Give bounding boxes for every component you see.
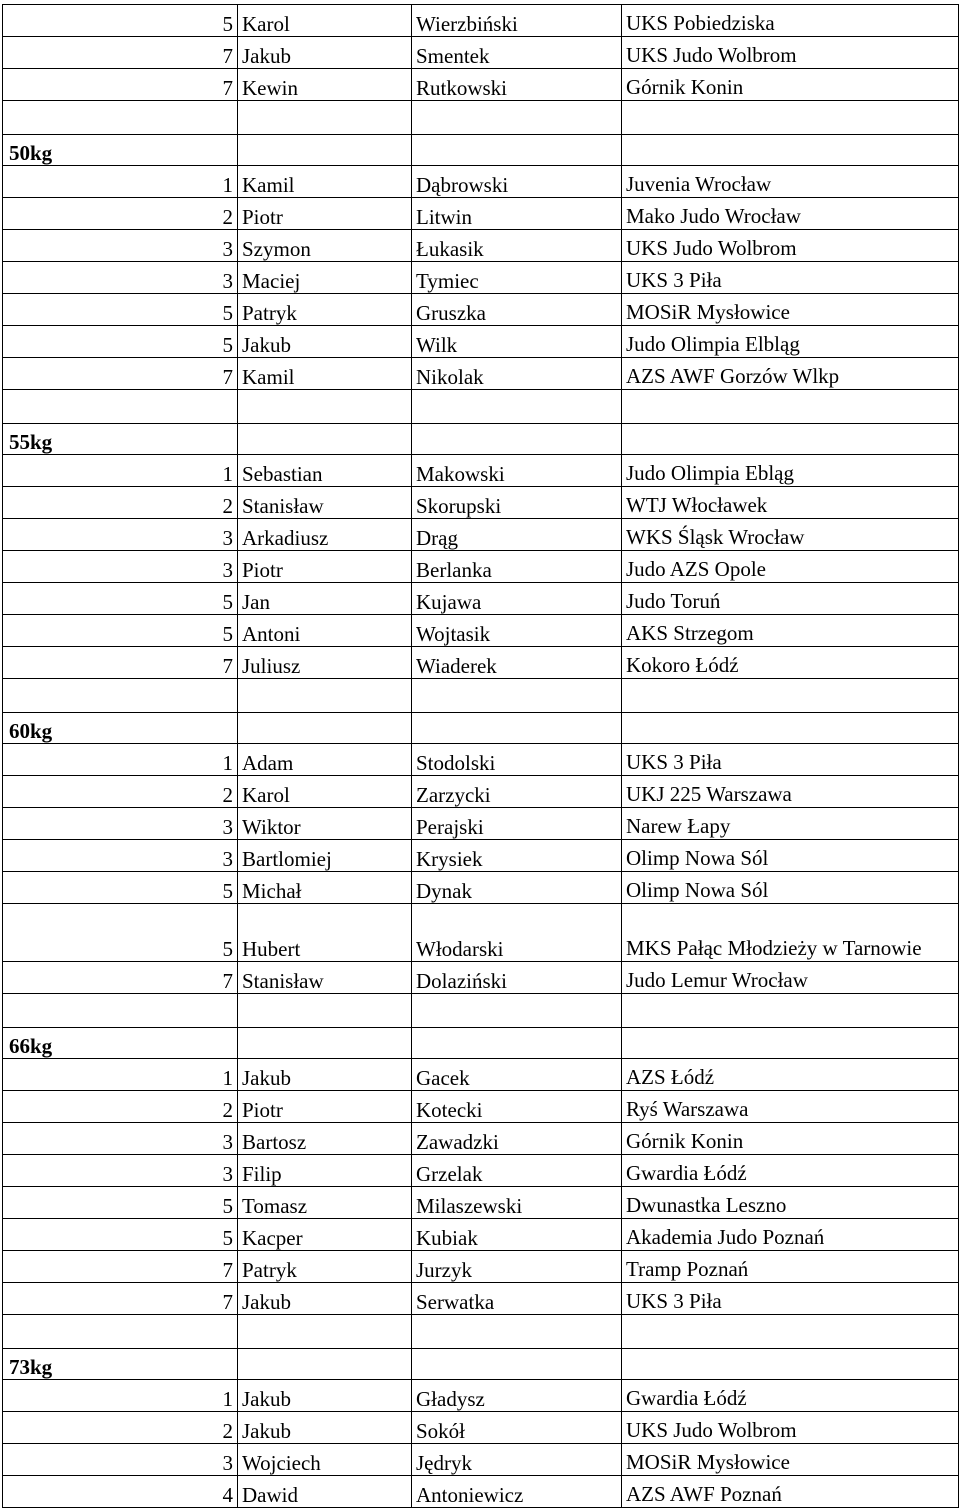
weight-category-label: 50kg [3, 135, 238, 166]
empty-cell [412, 1028, 622, 1059]
last-name-cell: Kotecki [412, 1091, 622, 1123]
place-cell: 7 [3, 358, 238, 390]
weight-category-label: 55kg [3, 424, 238, 455]
place-cell: 1 [3, 1380, 238, 1412]
club-cell: Akademia Judo Poznań [622, 1219, 959, 1251]
result-row [3, 1476, 959, 1508]
result-row [3, 583, 959, 615]
place-cell: 3 [3, 519, 238, 551]
place-cell: 5 [3, 5, 238, 37]
result-row [3, 294, 959, 326]
last-name-cell: Makowski [412, 455, 622, 487]
empty-cell [238, 101, 412, 135]
first-name-cell: Tomasz [238, 1187, 412, 1219]
result-row [3, 1187, 959, 1219]
last-name-cell: Kujawa [412, 583, 622, 615]
place-cell: 3 [3, 230, 238, 262]
last-name-cell: Dynak [412, 872, 622, 904]
club-cell: WTJ Włocławek [622, 487, 959, 519]
last-name-cell: Rutkowski [412, 69, 622, 101]
empty-cell [238, 713, 412, 744]
result-row [3, 808, 959, 840]
weight-category-label: 73kg [3, 1349, 238, 1380]
club-cell: UKS Judo Wolbrom [622, 37, 959, 69]
place-cell: 5 [3, 872, 238, 904]
empty-cell [622, 101, 959, 135]
result-row [3, 840, 959, 872]
last-name-cell: Grzelak [412, 1155, 622, 1187]
first-name-cell: Wojciech [238, 1444, 412, 1476]
result-row [3, 1155, 959, 1187]
place-cell: 1 [3, 1059, 238, 1091]
first-name-cell: Wiktor [238, 808, 412, 840]
empty-cell [622, 135, 959, 166]
club-cell: Judo Olimpia Elbląg [622, 326, 959, 358]
place-cell: 2 [3, 198, 238, 230]
last-name-cell: Nikolak [412, 358, 622, 390]
empty-cell [622, 390, 959, 424]
result-row [3, 230, 959, 262]
last-name-cell: Perajski [412, 808, 622, 840]
result-row [3, 551, 959, 583]
empty-cell [412, 713, 622, 744]
spacer-row [3, 994, 959, 1028]
first-name-cell: Bartosz [238, 1123, 412, 1155]
club-cell: Olimp Nowa Sól [622, 840, 959, 872]
club-cell: UKS 3 Piła [622, 1283, 959, 1315]
result-row [3, 1123, 959, 1155]
place-cell: 3 [3, 1155, 238, 1187]
club-cell: Judo Toruń [622, 583, 959, 615]
result-row [3, 1219, 959, 1251]
last-name-cell: Milaszewski [412, 1187, 622, 1219]
last-name-cell: Gruszka [412, 294, 622, 326]
place-cell: 3 [3, 1444, 238, 1476]
last-name-cell: Berlanka [412, 551, 622, 583]
last-name-cell: Krysiek [412, 840, 622, 872]
place-cell: 5 [3, 583, 238, 615]
place-cell: 7 [3, 1283, 238, 1315]
first-name-cell: Michał [238, 872, 412, 904]
club-cell: UKS Judo Wolbrom [622, 1412, 959, 1444]
empty-cell [622, 1028, 959, 1059]
place-cell: 7 [3, 1251, 238, 1283]
empty-cell [3, 994, 238, 1028]
place-cell: 7 [3, 647, 238, 679]
weight-category-row [3, 1028, 959, 1059]
club-cell: Górnik Konin [622, 1123, 959, 1155]
club-cell: AZS AWF Poznań [622, 1476, 959, 1508]
last-name-cell: Gacek [412, 1059, 622, 1091]
first-name-cell: Piotr [238, 198, 412, 230]
result-row [3, 326, 959, 358]
last-name-cell: Zarzycki [412, 776, 622, 808]
club-cell: Juvenia Wrocław [622, 166, 959, 198]
result-row [3, 962, 959, 994]
first-name-cell: Jakub [238, 1059, 412, 1091]
empty-cell [3, 1315, 238, 1349]
last-name-cell: Dąbrowski [412, 166, 622, 198]
result-row [3, 1412, 959, 1444]
club-cell: AZS Łódź [622, 1059, 959, 1091]
empty-cell [238, 994, 412, 1028]
empty-cell [238, 679, 412, 713]
last-name-cell: Litwin [412, 198, 622, 230]
spacer-row [3, 1315, 959, 1349]
result-row [3, 744, 959, 776]
result-row [3, 487, 959, 519]
first-name-cell: Jakub [238, 37, 412, 69]
empty-cell [412, 390, 622, 424]
place-cell: 1 [3, 744, 238, 776]
empty-cell [622, 424, 959, 455]
first-name-cell: Kamil [238, 358, 412, 390]
empty-cell [3, 101, 238, 135]
club-cell: WKS Śląsk Wrocław [622, 519, 959, 551]
first-name-cell: Jakub [238, 326, 412, 358]
result-row [3, 872, 959, 904]
empty-cell [412, 424, 622, 455]
first-name-cell: Piotr [238, 551, 412, 583]
place-cell: 2 [3, 1091, 238, 1123]
place-cell: 1 [3, 166, 238, 198]
last-name-cell: Gładysz [412, 1380, 622, 1412]
empty-cell [238, 1028, 412, 1059]
empty-cell [622, 713, 959, 744]
last-name-cell: Tymiec [412, 262, 622, 294]
last-name-cell: Sokół [412, 1412, 622, 1444]
place-cell: 1 [3, 455, 238, 487]
empty-cell [238, 424, 412, 455]
place-cell: 7 [3, 37, 238, 69]
club-cell: UKS 3 Piła [622, 262, 959, 294]
first-name-cell: Arkadiusz [238, 519, 412, 551]
empty-cell [412, 135, 622, 166]
last-name-cell: Stodolski [412, 744, 622, 776]
first-name-cell: Kacper [238, 1219, 412, 1251]
first-name-cell: Kamil [238, 166, 412, 198]
last-name-cell: Serwatka [412, 1283, 622, 1315]
empty-cell [622, 1349, 959, 1380]
first-name-cell: Maciej [238, 262, 412, 294]
club-cell: Tramp Poznań [622, 1251, 959, 1283]
place-cell: 5 [3, 615, 238, 647]
last-name-cell: Wierzbiński [412, 5, 622, 37]
club-cell: UKS Judo Wolbrom [622, 230, 959, 262]
first-name-cell: Antoni [238, 615, 412, 647]
last-name-cell: Wiaderek [412, 647, 622, 679]
empty-cell [3, 390, 238, 424]
result-row [3, 1380, 959, 1412]
result-row [3, 198, 959, 230]
empty-cell [238, 1349, 412, 1380]
club-cell: Judo Lemur Wrocław [622, 962, 959, 994]
place-cell: 3 [3, 1123, 238, 1155]
club-cell: UKS Pobiedziska [622, 5, 959, 37]
result-row [3, 647, 959, 679]
first-name-cell: Sebastian [238, 455, 412, 487]
club-cell: MOSiR Mysłowice [622, 294, 959, 326]
place-cell: 2 [3, 1412, 238, 1444]
club-cell: AKS Strzegom [622, 615, 959, 647]
last-name-cell: Drąg [412, 519, 622, 551]
club-cell: Kokoro Łódź [622, 647, 959, 679]
result-row [3, 904, 959, 962]
first-name-cell: Hubert [238, 904, 412, 962]
weight-category-row [3, 713, 959, 744]
first-name-cell: Filip [238, 1155, 412, 1187]
result-row [3, 1059, 959, 1091]
club-cell: UKS 3 Piła [622, 744, 959, 776]
result-row [3, 615, 959, 647]
weight-category-row [3, 424, 959, 455]
place-cell: 3 [3, 551, 238, 583]
place-cell: 5 [3, 1219, 238, 1251]
empty-cell [238, 1315, 412, 1349]
club-cell: Narew Łapy [622, 808, 959, 840]
club-cell: Ryś Warszawa [622, 1091, 959, 1123]
place-cell: 5 [3, 904, 238, 962]
empty-cell [622, 1315, 959, 1349]
result-row [3, 1091, 959, 1123]
last-name-cell: Jurzyk [412, 1251, 622, 1283]
result-row [3, 1251, 959, 1283]
spacer-row [3, 679, 959, 713]
first-name-cell: Adam [238, 744, 412, 776]
club-cell: Mako Judo Wrocław [622, 198, 959, 230]
place-cell: 3 [3, 840, 238, 872]
weight-category-label: 66kg [3, 1028, 238, 1059]
club-cell: AZS AWF Gorzów Wlkp [622, 358, 959, 390]
empty-cell [622, 679, 959, 713]
result-row [3, 519, 959, 551]
last-name-cell: Skorupski [412, 487, 622, 519]
first-name-cell: Jakub [238, 1380, 412, 1412]
last-name-cell: Kubiak [412, 1219, 622, 1251]
place-cell: 5 [3, 1187, 238, 1219]
first-name-cell: Szymon [238, 230, 412, 262]
first-name-cell: Juliusz [238, 647, 412, 679]
result-row [3, 455, 959, 487]
results-table-body [3, 5, 959, 1508]
weight-category-label: 60kg [3, 713, 238, 744]
first-name-cell: Karol [238, 5, 412, 37]
result-row [3, 37, 959, 69]
place-cell: 7 [3, 69, 238, 101]
last-name-cell: Dolaziński [412, 962, 622, 994]
result-row [3, 1444, 959, 1476]
result-row [3, 358, 959, 390]
weight-category-row [3, 135, 959, 166]
first-name-cell: Dawid [238, 1476, 412, 1508]
first-name-cell: Jakub [238, 1283, 412, 1315]
last-name-cell: Jędryk [412, 1444, 622, 1476]
first-name-cell: Jakub [238, 1412, 412, 1444]
results-table [2, 4, 959, 1508]
last-name-cell: Antoniewicz [412, 1476, 622, 1508]
result-row [3, 262, 959, 294]
spacer-row [3, 101, 959, 135]
club-cell: Dwunastka Leszno [622, 1187, 959, 1219]
empty-cell [622, 994, 959, 1028]
empty-cell [412, 679, 622, 713]
club-cell: Gwardia Łódź [622, 1155, 959, 1187]
place-cell: 5 [3, 294, 238, 326]
first-name-cell: Karol [238, 776, 412, 808]
empty-cell [238, 390, 412, 424]
place-cell: 7 [3, 962, 238, 994]
club-cell: MKS Pałąc Młodzieży w Tarnowie [622, 904, 959, 962]
place-cell: 5 [3, 326, 238, 358]
place-cell: 3 [3, 262, 238, 294]
club-cell: Gwardia Łódź [622, 1380, 959, 1412]
first-name-cell: Stanisław [238, 487, 412, 519]
empty-cell [412, 994, 622, 1028]
first-name-cell: Patryk [238, 1251, 412, 1283]
club-cell: Olimp Nowa Sól [622, 872, 959, 904]
club-cell: MOSiR Mysłowice [622, 1444, 959, 1476]
empty-cell [412, 1315, 622, 1349]
last-name-cell: Wilk [412, 326, 622, 358]
result-row [3, 5, 959, 37]
last-name-cell: Smentek [412, 37, 622, 69]
last-name-cell: Zawadzki [412, 1123, 622, 1155]
first-name-cell: Kewin [238, 69, 412, 101]
place-cell: 2 [3, 776, 238, 808]
weight-category-row [3, 1349, 959, 1380]
first-name-cell: Stanisław [238, 962, 412, 994]
result-row [3, 166, 959, 198]
last-name-cell: Włodarski [412, 904, 622, 962]
empty-cell [412, 101, 622, 135]
club-cell: UKJ 225 Warszawa [622, 776, 959, 808]
club-cell: Judo Olimpia Ebląg [622, 455, 959, 487]
first-name-cell: Jan [238, 583, 412, 615]
result-row [3, 1283, 959, 1315]
empty-cell [3, 679, 238, 713]
last-name-cell: Wojtasik [412, 615, 622, 647]
first-name-cell: Piotr [238, 1091, 412, 1123]
place-cell: 3 [3, 808, 238, 840]
result-row [3, 69, 959, 101]
first-name-cell: Patryk [238, 294, 412, 326]
empty-cell [238, 135, 412, 166]
last-name-cell: Łukasik [412, 230, 622, 262]
place-cell: 4 [3, 1476, 238, 1508]
club-cell: Judo AZS Opole [622, 551, 959, 583]
first-name-cell: Bartlomiej [238, 840, 412, 872]
club-cell: Górnik Konin [622, 69, 959, 101]
empty-cell [412, 1349, 622, 1380]
result-row [3, 776, 959, 808]
place-cell: 2 [3, 487, 238, 519]
spacer-row [3, 390, 959, 424]
